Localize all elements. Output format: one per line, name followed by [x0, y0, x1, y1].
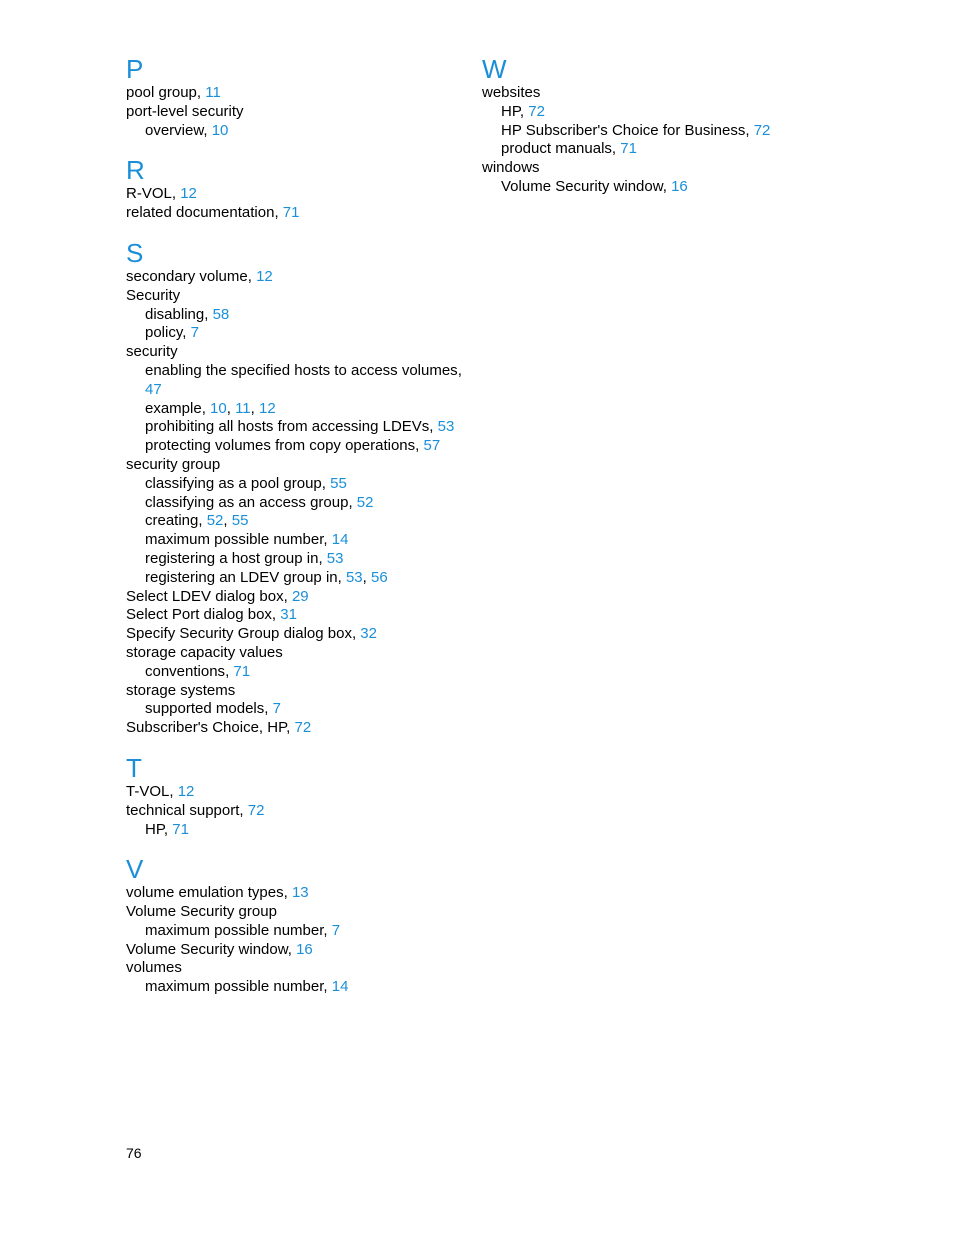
page-link[interactable]: 55 — [330, 474, 347, 492]
entry-term: protecting volumes from copy operations — [145, 437, 416, 455]
index-column-right — [482, 55, 822, 213]
index-entry: related documentation, 71 — [126, 204, 300, 222]
index-subentry: enabling the specified hosts to access volumes, 47 — [145, 361, 462, 398]
index-entry: R-VOL, 12 — [126, 185, 197, 203]
page-link[interactable]: 14 — [331, 978, 349, 996]
section-letter: W — [482, 54, 507, 84]
index-subentry: supported models, 7 — [145, 700, 281, 718]
index-subentry: product manuals, 71 — [501, 140, 637, 158]
index-subentry: HP, 71 — [145, 820, 189, 838]
index-entry — [126, 903, 466, 922]
index-subentry: protecting volumes from copy operations, 57 — [145, 437, 441, 455]
entry-term: supported models — [145, 700, 265, 718]
page-link[interactable]: 16 — [296, 940, 313, 958]
entry-term: technical support — [126, 801, 240, 819]
section-letter: P — [126, 54, 144, 84]
page-number: 76 — [126, 1145, 142, 1161]
index-entry: Select Port dialog box, 31 — [126, 606, 297, 624]
index-subentry: disabling, 58 — [145, 305, 230, 323]
page-link[interactable]: 52 — [356, 493, 374, 511]
index-entry: Subscriber's Choice, HP, 72 — [126, 719, 312, 737]
index-section-w — [482, 55, 822, 197]
page-link[interactable]: 55 — [231, 512, 249, 530]
index-subentry: classifying as a pool group, 55 — [145, 474, 347, 492]
entry-term: Volume Security group — [126, 903, 277, 921]
index-entry — [482, 159, 822, 178]
entry-term: classifying as an access group — [145, 493, 349, 511]
page-link[interactable]: 71 — [233, 662, 251, 680]
page-link[interactable]: 47 — [145, 380, 162, 398]
index-subentry: registering an LDEV group in, 53, 56 — [145, 568, 388, 586]
index-entry — [126, 644, 466, 663]
entry-term: storage capacity values — [126, 643, 283, 661]
entry-term: classifying as a pool group — [145, 474, 322, 492]
index-entry — [126, 682, 466, 701]
index-section-p — [126, 55, 466, 140]
entry-term: conventions — [145, 662, 226, 680]
page-link[interactable]: 56 — [371, 568, 388, 586]
entry-term: security — [126, 343, 178, 361]
page-link[interactable]: 53 — [437, 418, 455, 436]
entry-term: volume emulation types — [126, 884, 284, 902]
page-link[interactable]: 72 — [294, 719, 312, 737]
entry-term: websites — [482, 84, 541, 101]
index-subentry: conventions, 71 — [145, 662, 251, 680]
page-link[interactable]: 12 — [177, 782, 195, 800]
page-link[interactable]: 53 — [345, 568, 363, 586]
section-letter: V — [126, 854, 144, 885]
index-entry: Specify Security Group dialog box, 32 — [126, 625, 377, 643]
index-subentry: prohibiting all hosts from accessing LDEVs, 53 — [145, 418, 455, 436]
entry-term: maximum possible number — [145, 531, 324, 549]
page-link[interactable]: 7 — [272, 700, 281, 718]
entry-term: prohibiting all hosts from accessing LDEVs — [145, 418, 430, 436]
index-section-s — [126, 239, 466, 738]
page-link[interactable]: 53 — [326, 549, 344, 567]
index-entry: pool group, 11 — [126, 84, 221, 101]
section-letter: S — [126, 237, 144, 268]
index-section-t — [126, 754, 466, 839]
index-section-r — [126, 156, 466, 223]
entry-term: storage systems — [126, 681, 236, 699]
page-link[interactable]: 71 — [620, 140, 637, 158]
index-entry: Select LDEV dialog box, 29 — [126, 587, 309, 605]
index-entry — [126, 287, 466, 306]
index-subentry: HP, 72 — [501, 102, 545, 120]
page-link[interactable]: 72 — [528, 102, 545, 120]
entry-term: maximum possible number — [145, 921, 324, 939]
entry-term: HP Subscriber's Choice for Business — [501, 121, 746, 139]
entry-term: policy — [145, 324, 183, 342]
entry-term: overview — [145, 121, 204, 139]
entry-term: maximum possible number — [145, 978, 324, 996]
page-link[interactable]: 7 — [190, 324, 199, 342]
page-link[interactable]: 12 — [180, 185, 197, 203]
index-entry — [482, 84, 822, 103]
entry-term: R-VOL — [126, 185, 172, 203]
index-entry: T-VOL, 12 — [126, 782, 195, 800]
entry-term: HP — [145, 820, 164, 838]
index-subentry: maximum possible number, 7 — [145, 921, 341, 939]
entry-term: T-VOL — [126, 782, 170, 800]
entry-term: Subscriber's Choice, HP — [126, 719, 287, 737]
entry-term: Select LDEV dialog box — [126, 587, 284, 605]
index-entry: secondary volume, 12 — [126, 267, 273, 285]
index-subentry: example, 10, 11, 12 — [145, 399, 276, 417]
page-link[interactable]: 7 — [331, 921, 341, 939]
entry-term: product manuals — [501, 140, 612, 158]
entry-term: Security — [126, 286, 181, 304]
entry-term: related documentation — [126, 204, 275, 222]
page-link[interactable]: 13 — [291, 884, 309, 902]
index-entry: volume emulation types, 13 — [126, 884, 309, 902]
index-subentry: Volume Security window, 16 — [501, 177, 688, 195]
entry-term: enabling the specified hosts to access volumes — [145, 361, 458, 379]
page-link[interactable]: 52 — [206, 512, 224, 530]
page-link[interactable]: 57 — [423, 437, 441, 455]
entry-term: secondary volume — [126, 267, 248, 285]
page-link[interactable]: 72 — [247, 801, 265, 819]
page-link[interactable]: 71 — [172, 820, 189, 838]
page-link[interactable]: 71 — [282, 204, 300, 222]
index-section-v — [126, 855, 466, 997]
page-link[interactable]: 12 — [259, 399, 276, 417]
page-link[interactable]: 31 — [280, 606, 297, 624]
section-letter: R — [126, 155, 145, 186]
entry-term: windows — [482, 159, 540, 177]
entry-term: pool group — [126, 84, 197, 101]
entry-term: volumes — [126, 959, 182, 977]
index-subentry: maximum possible number, 14 — [145, 978, 349, 996]
page-link[interactable]: 72 — [753, 121, 771, 139]
entry-term: HP — [501, 102, 520, 120]
entry-term: creating — [145, 512, 199, 530]
page-link[interactable]: 29 — [291, 587, 309, 605]
entry-term: registering an LDEV group in — [145, 568, 338, 586]
page-link[interactable]: 16 — [671, 177, 688, 195]
index-subentry: registering a host group in, 53 — [145, 549, 344, 567]
entry-term: Volume Security window — [126, 940, 288, 958]
section-letter: T — [126, 752, 142, 783]
entry-term: Select Port dialog box — [126, 606, 272, 624]
index-subentry: HP Subscriber's Choice for Business, 72 — [501, 121, 771, 139]
entry-term: Specify Security Group dialog box — [126, 625, 352, 643]
page-link[interactable]: 10 — [211, 121, 229, 139]
entry-term: port-level security — [126, 102, 244, 120]
entry-term: example — [145, 399, 202, 417]
page-link[interactable]: 11 — [205, 84, 221, 101]
index-entry — [126, 103, 466, 122]
index-subentry: overview, 10 — [145, 121, 229, 139]
index-subentry: creating, 52, 55 — [145, 512, 249, 530]
index-subentry: maximum possible number, 14 — [145, 531, 349, 549]
index-entry: Volume Security window, 16 — [126, 940, 313, 958]
index-subentry: policy, 7 — [145, 324, 199, 342]
page-link[interactable]: 10 — [210, 399, 227, 417]
page-link[interactable]: 12 — [256, 267, 273, 285]
index-entry — [126, 959, 466, 978]
entry-term: registering a host group in — [145, 549, 319, 567]
index-entry: technical support, 72 — [126, 801, 265, 819]
index-entry — [126, 456, 466, 475]
entry-term: Volume Security window — [501, 177, 663, 195]
entry-term: security group — [126, 455, 221, 473]
page-link[interactable]: 58 — [212, 305, 230, 323]
index-column-left — [126, 55, 466, 1013]
entry-term: disabling — [145, 305, 205, 323]
index-subentry: classifying as an access group, 52 — [145, 493, 374, 511]
page-link[interactable]: 32 — [360, 625, 377, 643]
page-link[interactable]: 11 — [235, 399, 251, 417]
page-link[interactable]: 14 — [331, 531, 349, 549]
index-entry — [126, 343, 466, 362]
